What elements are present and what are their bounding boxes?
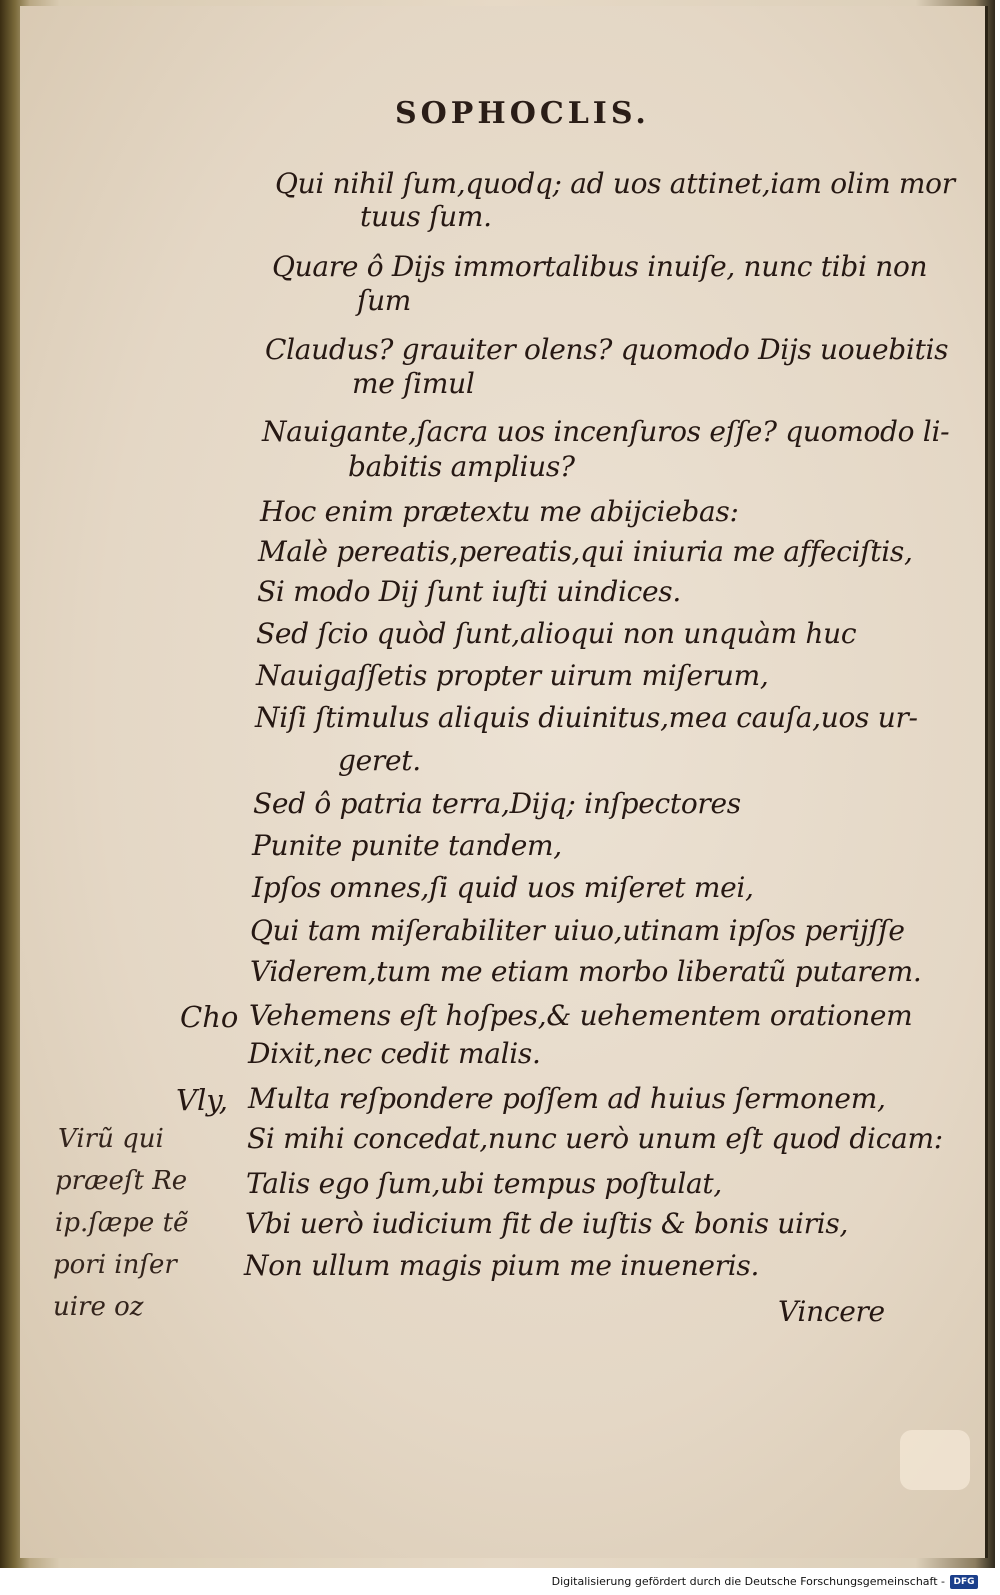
margin-note: præeſt Re [55, 1166, 188, 1196]
text-line: Vehemens eſt hoſpes,& uehementem orationem [249, 999, 913, 1032]
text-line: Vbi uerò iudicium fit de iuſtis & bonis uiris, [245, 1207, 849, 1240]
footer-bar [0, 1572, 1000, 1595]
text-line: Ipſos omnes,ſi quid uos miſeret mei, [252, 871, 754, 904]
footer-credit: Digitalisierung gefördert durch die Deutsche Forschungsgemeinschaft - [551, 1575, 945, 1588]
text-line: geret. [338, 744, 421, 777]
text-line: babitis amplius? [348, 450, 575, 483]
text-line: Dixit,nec cedit malis. [248, 1037, 541, 1070]
text-line: Si modo Dij ſunt iuſti uindices. [257, 575, 681, 608]
text-line: Hoc enim prætextu me abijciebas: [260, 495, 739, 528]
catchword: Vincere [778, 1295, 885, 1328]
margin-note: ip.ſæpe tẽ [55, 1208, 189, 1238]
text-line: ſum [357, 284, 412, 317]
text-line: Talis ego ſum,ubi tempus poſtulat, [246, 1167, 722, 1200]
text-line: Viderem,tum me etiam morbo liberatũ putarem. [250, 955, 922, 988]
speaker-label-cho: Cho [180, 1000, 239, 1034]
text-line: Non ullum magis pium me inueneris. [244, 1249, 760, 1282]
text-line: Claudus? grauiter olens? quomodo Dijs uouebitis [265, 333, 949, 366]
speaker-label-vly: Vly, [176, 1083, 228, 1117]
text-line: Sed ſcio quòd ſunt,alioqui non unquàm huc [256, 617, 857, 650]
text-line: me ſimul [352, 367, 475, 400]
text-line: Punite punite tandem, [252, 829, 562, 862]
running-head: SOPHOCLIS. [395, 96, 650, 131]
margin-note: pori inſer [53, 1250, 177, 1280]
text-line: tuus ſum. [360, 200, 492, 233]
text-line: Si mihi concedat,nunc uerò unum eſt quod dicam: [247, 1122, 943, 1155]
margin-note: uire oz [53, 1292, 144, 1322]
text-line: Niſi ſtimulus aliquis diuinitus,mea cauſa,uos ur- [255, 701, 918, 734]
dfg-logo-icon: DFG [950, 1575, 978, 1589]
text-line: Sed ô patria terra,Dijq; inſpectores [253, 787, 741, 820]
margin-note: Virũ qui [58, 1124, 164, 1154]
text-line: Nauigante,ſacra uos incenſuros eſſe? quomodo li- [262, 415, 950, 448]
text-line: Qui tam miſerabiliter uiuo,utinam ipſos perijſſe [250, 914, 905, 947]
text-line: Multa reſpondere poſſem ad huius ſermonem, [248, 1082, 886, 1115]
text-line: Nauigaſſetis propter uirum miſerum, [256, 659, 769, 692]
text-line: Malè pereatis,pereatis,qui iniuria me affeciſtis, [258, 535, 913, 568]
text-line: Quare ô Dijs immortalibus inuiſe, nunc tibi non [272, 250, 928, 283]
text-line: Qui nihil ſum,quodq; ad uos attinet,iam olim mor [275, 167, 955, 200]
